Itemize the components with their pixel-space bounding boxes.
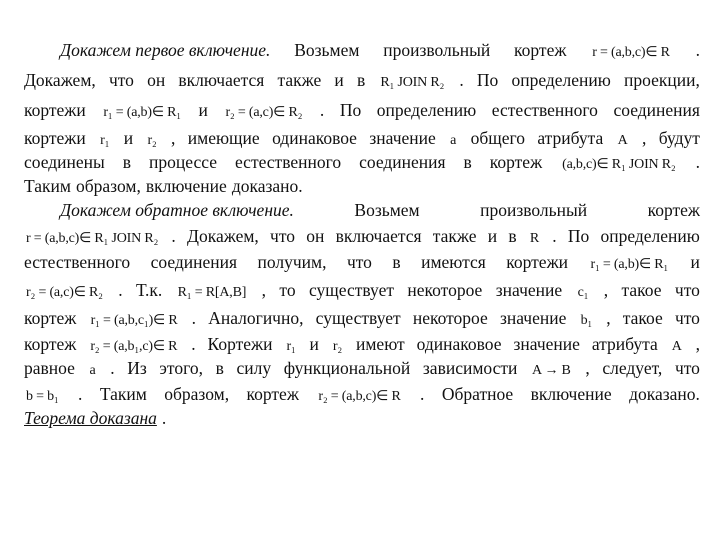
word: . (118, 280, 123, 300)
word: включение (530, 384, 612, 404)
word: следует, (602, 358, 663, 378)
word: и (487, 226, 498, 246)
word: что (674, 308, 700, 328)
word: кортеж (647, 200, 700, 220)
word: функциональной (283, 358, 411, 378)
line (24, 126, 700, 150)
word: кортеж (24, 334, 77, 354)
math-formula: R (529, 231, 540, 246)
word: доказано. (231, 176, 303, 196)
math-formula: r₂ = (a,c)∈ R₂ (26, 285, 103, 300)
word: . (161, 408, 167, 428)
line (24, 224, 700, 248)
word: проекции, (624, 70, 700, 90)
word: одинаковое (272, 128, 357, 148)
line (24, 68, 700, 92)
math-formula: R₁ JOIN R₂ (380, 75, 445, 90)
word: . (78, 384, 83, 404)
word: Из (127, 358, 147, 378)
word: силу (236, 358, 272, 378)
line (24, 278, 700, 302)
word: и (123, 128, 134, 148)
word: соединения (613, 100, 700, 120)
word: также (277, 70, 322, 90)
word: получим, (257, 252, 327, 272)
math-formula: A (617, 133, 628, 148)
word: будут (658, 128, 700, 148)
line (24, 356, 700, 380)
word: образом, (164, 384, 230, 404)
word: , (606, 308, 611, 328)
word: включается (335, 226, 422, 246)
word: некоторое (412, 308, 488, 328)
math-formula: r₂ (332, 339, 343, 354)
word: процессе (149, 152, 217, 172)
word: произвольный (480, 200, 588, 220)
math-formula: (a,b,c)∈ R₁ JOIN R₂ (562, 157, 676, 172)
word: Возьмем (354, 200, 420, 220)
word: в (356, 70, 366, 90)
word: произвольный (383, 40, 491, 60)
word: определению (600, 226, 700, 246)
word: что (674, 280, 700, 300)
word: . (459, 70, 464, 90)
word: кортеж (24, 308, 77, 328)
word: , (261, 280, 266, 300)
word: , (603, 280, 609, 300)
word: кортежи (24, 100, 86, 120)
word: в (392, 252, 401, 272)
italic-heading: Докажем обратное включение. (60, 200, 294, 220)
word: что (346, 252, 372, 272)
word: образом, (75, 176, 141, 196)
word: соединения (359, 152, 446, 172)
word: . (319, 100, 325, 120)
math-formula: r₁ = (a,b,c₁)∈ R (90, 313, 178, 328)
math-formula: r₁ = (a,b)∈ R₁ (103, 105, 181, 120)
word: естественного (24, 252, 131, 272)
math-formula: r₂ = (a,b,c)∈ R (318, 389, 401, 404)
math-formula: A → B (532, 363, 571, 378)
math-formula: r₁ (286, 339, 296, 354)
word: в (122, 152, 132, 172)
word: , (585, 358, 590, 378)
word: значение (495, 280, 563, 300)
word: Т.к. (136, 280, 163, 300)
word: , (695, 334, 700, 354)
line (24, 306, 700, 330)
word: то (279, 280, 296, 300)
word: существует (309, 280, 394, 300)
word: соединены (24, 152, 105, 172)
math-formula: r₂ (147, 133, 157, 148)
math-formula: A (671, 339, 682, 354)
word: Возьмем (294, 40, 360, 60)
word: кортеж (514, 40, 567, 60)
word: в (463, 152, 472, 172)
word: зависимости (422, 358, 518, 378)
word: и (690, 252, 700, 272)
line (24, 382, 700, 406)
line (60, 38, 700, 62)
word: . (695, 40, 700, 60)
math-formula: R₁ = R[A,B] (177, 285, 247, 300)
word: включается (178, 70, 265, 90)
word: кортежи (506, 252, 569, 272)
word: атрибута (537, 128, 604, 148)
word: в (215, 358, 224, 378)
word: . (420, 384, 425, 404)
math-formula: r₂ = (a,c)∈ R₂ (225, 105, 303, 120)
word: и (309, 334, 319, 354)
word: , (171, 128, 176, 148)
word: он (306, 226, 325, 246)
word: общего (470, 128, 525, 148)
line (60, 198, 700, 222)
word: кортеж (489, 152, 543, 172)
word: определению (376, 100, 477, 120)
line (24, 174, 700, 198)
word: кортеж (246, 384, 299, 404)
word: что (108, 70, 134, 90)
math-formula: r₁ = (a,b)∈ R₁ (590, 257, 669, 272)
line (24, 150, 700, 174)
word: . (191, 308, 197, 328)
word: равное (24, 358, 75, 378)
word: Докажем, (24, 70, 96, 90)
math-formula: r = (a,b,c)∈ R₁ JOIN R₂ (26, 231, 159, 246)
word: доказано. (629, 384, 700, 404)
word: и (334, 70, 344, 90)
word: атрибута (591, 334, 658, 354)
math-formula: b₁ (580, 313, 593, 328)
word: По (339, 100, 362, 120)
theorem-proved: Теорема доказана (24, 408, 157, 428)
math-formula: r₂ = (a,b₁,c)∈ R (90, 339, 178, 354)
word: имеют (355, 334, 405, 354)
word: что (674, 358, 700, 378)
word: и (198, 100, 208, 120)
word: естественного (234, 152, 342, 172)
line (24, 332, 700, 356)
word: существует (315, 308, 401, 328)
word: Таким (24, 176, 71, 196)
math-formula: c₁ (577, 285, 589, 300)
word: По (476, 70, 499, 90)
word: . (552, 226, 557, 246)
word: что (270, 226, 296, 246)
word: . (110, 358, 115, 378)
word: Докажем, (187, 226, 259, 246)
word: такое (622, 308, 663, 328)
word: имеющие (187, 128, 260, 148)
word: . (695, 152, 700, 172)
word: соединения (150, 252, 238, 272)
word: некоторое (407, 280, 483, 300)
word: естественного (491, 100, 598, 120)
math-formula: r = (a,b,c)∈ R (592, 45, 670, 60)
math-formula: a (89, 363, 96, 378)
line (24, 406, 700, 430)
word: такое (621, 280, 662, 300)
word: Кортежи (207, 334, 273, 354)
word: , (641, 128, 647, 148)
line (24, 250, 700, 274)
word: Обратное (441, 384, 514, 404)
word: По (567, 226, 590, 246)
word: также (432, 226, 477, 246)
word: Аналогично, (208, 308, 304, 328)
word: этого, (159, 358, 203, 378)
math-formula: b = b₁ (26, 389, 59, 404)
word: кортежи (24, 128, 86, 148)
word: значение (369, 128, 436, 148)
word: одинаковое (416, 334, 502, 354)
word: значение (499, 308, 567, 328)
word: в (508, 226, 517, 246)
word: определению (511, 70, 611, 90)
word: . (171, 226, 176, 246)
word: Таким (99, 384, 147, 404)
line (24, 98, 700, 122)
word: значение (513, 334, 580, 354)
word: включение (145, 176, 227, 196)
math-formula: a (450, 133, 457, 148)
math-formula: r₁ (100, 133, 110, 148)
word: имеются (421, 252, 486, 272)
word: он (147, 70, 166, 90)
italic-heading: Докажем первое включение. (60, 40, 271, 60)
word: . (191, 334, 196, 354)
